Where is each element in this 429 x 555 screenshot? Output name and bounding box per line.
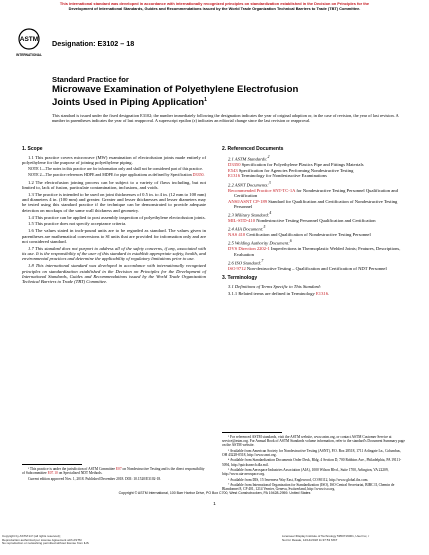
top-note-line2: Development of International Standards, Guides and Recommendations issued by the World Trade Organization Technical Barriers to Trade (TBT) Committee. xyxy=(68,5,361,11)
ref-group-head: 2.3 Military Standard:$^4$ xyxy=(228,211,272,218)
ref-group-head: 2.4 AIA Document:$^5$ xyxy=(228,225,266,232)
footnote-divider xyxy=(222,432,282,433)
title-line2: Microwave Examination of Polyethylene Electrofusion xyxy=(52,84,299,95)
footnote-1: ¹ This practice is under the jurisdiction of ASTM Committee E07 on Nondestructive Testing and is the direct responsibility of Subcommittee E07.10 on Specialized NDT Methods. xyxy=(22,467,205,476)
top-note-line1: This international standard was developed in accordance with internationally recognized principles on standardization established in the Decision on Principles for the xyxy=(59,1,370,6)
ref-link[interactable]: E543 xyxy=(228,167,238,173)
footnote-5: ⁵ Available from Aerospace Industries Association (AIA), 1000 Wilson Blvd., Suite 1700, Arlington, VA 22209, http://www.aia-aerospace.org. xyxy=(222,467,389,477)
para-1-5: 1.5 This practice does not specify acceptance criteria. xyxy=(28,221,127,227)
license-right: Licensee=Display Institute of Technology 5950716001, User=xx, r Not for Resale, 12/14/2018 11:37:53 MST xyxy=(282,534,370,542)
designation: Designation: E3102 – 18 xyxy=(52,39,135,48)
note-1: NOTE 1—The notes in this practice are for information only and shall not be considered part of this practice. xyxy=(28,166,203,172)
para-1-8: 1.8 This international standard was developed in accordance with internationally recognized principles on standardization established in the Decision on Principles for the Development of International Standards, Guides and Recommendations issued by the World Trade Organization Technical Barriers to Trade (TBT) Committee. xyxy=(22,263,206,285)
top-note xyxy=(0,2,429,11)
ref-group-iso xyxy=(228,259,406,271)
ref-item: D3350 Specification for Polyethylene Plastics Pipe and Fittings Materials xyxy=(228,161,364,167)
para-1-4: 1.4 This practice can be applied to post assembly inspection of polyethylene electrofusion joints. xyxy=(28,214,206,220)
ref-group-military xyxy=(228,211,406,223)
ref-group-welding xyxy=(228,239,406,256)
para-3-1-1: 3.1.1 Related terms are defined in Terminology E1316. xyxy=(228,290,330,296)
ref-group-head: 2.2 ASNT Documents:$^3$ xyxy=(228,180,271,188)
ref-link[interactable]: ISO 9712 xyxy=(228,265,246,271)
terminology-heading: 3. Terminology xyxy=(222,275,258,282)
ref-link[interactable]: DVS Direction 2202-1 xyxy=(228,246,270,252)
ref-item: NAS 410 Certification and Qualification of Nondestructive Testing Personnel xyxy=(228,232,371,238)
note-2: NOTE 2—The practice references HDPE and MDPE for pipe applications as defined by Specification D3350. xyxy=(28,172,205,178)
para-1-2: 1.2 The electrofusion joining process can be subject to a variety of flaws including, but not limited to, lack of fusion, particulate contamination, inclusions, and voids. xyxy=(22,179,206,190)
para-1-7: 1.7 This standard does not purport to address all of the safety concerns, if any, associated with its use. It is the responsibility of the user of this standard to establish appropriate safety, health, and environmental practices and determine the applicability of regulatory limitations prior to use. xyxy=(22,245,206,262)
ref-group-head: 2.5 Welding Authority Document:$^6$ xyxy=(228,239,292,247)
svg-text:INTERNATIONAL: INTERNATIONAL xyxy=(16,53,42,57)
footnote-7: ⁷ Available from International Organization for Standardization (ISO), ISO Central Secretariat, BIBC II, Chemin de Blandonnet 8, CP 401, 1214 Vernier, Geneva, Switzerland, http://www.iso.org. xyxy=(222,482,395,492)
ref-item: E543 Specification for Agencies Performing Nondestructive Testing xyxy=(228,167,354,173)
ref-link[interactable]: E1316 xyxy=(228,173,240,179)
ref-group-asnt xyxy=(228,181,406,210)
terminology-ref-link[interactable]: E1316 xyxy=(316,290,328,296)
ref-item: E1316 Terminology for Nondestructive Examinations xyxy=(228,173,327,179)
footnote-divider xyxy=(22,464,82,465)
license-left: Copyright by ASTM Int'l (all rights reserved); Reproduction authorized per License Agreement with ASTM No reproduction or networking permitted without license from IHS xyxy=(2,534,89,546)
title-line3: Joints Used in Piping Application$^1$ xyxy=(52,97,207,109)
note2-ref-link[interactable]: D3350 xyxy=(192,172,204,178)
title-line1: Standard Practice for xyxy=(52,75,129,84)
ref-item: DVS Direction 2202-1 Imperfections in Thermoplastic Welded Joints; Features, Descriptions, Evaluation xyxy=(228,246,401,257)
footnote-2: ² For referenced ASTM standards, visit the ASTM website, www.astm.org, or contact ASTM Customer Service at service@astm.org. For Annual Book of ASTM Standards volume information, refer to the standard's Document Summary page on the ASTM website. xyxy=(222,435,405,448)
svg-text:ASTM: ASTM xyxy=(19,36,39,43)
referenced-documents-heading: 2. Referenced Documents xyxy=(222,146,284,152)
fn1-committee-link[interactable]: E07 xyxy=(115,467,122,471)
footnote-3: ³ Available from American Society for Nondestructive Testing (ASNT), P.O. Box 28518, 1711 Arlingate Ln., Columbus, OH 43228-0518, http://www.asnt.org. xyxy=(222,448,401,457)
left-footnotes xyxy=(22,461,206,482)
ref-item: Recommended Practice SNT-TC-1A for Nondestructive Testing Personnel Qualification and Certification xyxy=(228,187,398,198)
right-column xyxy=(222,146,406,298)
fn1-subcommittee-link[interactable]: E07.10 xyxy=(47,471,58,476)
ref-link[interactable]: NAS 410 xyxy=(228,232,246,238)
ref-group-head: 2.6 ISO Standard:$^7$ xyxy=(228,258,264,266)
ref-link[interactable]: MIL-STD-410 xyxy=(228,218,256,224)
para-1-1: 1.1 This practice covers microwave (MW) examination of electrofusion joints made entirely of polyethylene for the purpose of joining polyethylene piping. xyxy=(22,155,206,166)
footnote-edition: Current edition approved Nov. 1, 2018. Published December 2018. DOI: 10.1520/E3102-18. xyxy=(28,476,162,481)
para-1-3: 1.3 The practice is intended to be used on joint thicknesses of 0.5 in. to 4 in. (12 mm to 100 mm) and diameters 4 in. (100 mm) and greater. Greater and lesser thicknesses and lesser diameters may be tested using this standard practice if the technique can be demonstrated to provide adequate detection on mockups of the same wall thickness and geometry. xyxy=(22,191,206,213)
astm-logo-icon xyxy=(18,27,40,59)
right-footnotes xyxy=(222,429,406,493)
ref-group-astm xyxy=(228,155,406,179)
footnote-4: ⁴ Available from Standardization Documents Order Desk, Bldg. 4 Section D, 700 Robbins Ave., Philadelphia, PA 19111-5094, http://quicksearch.dla.mil. xyxy=(222,458,402,467)
page-number: 1 xyxy=(213,501,216,506)
left-column xyxy=(22,146,206,286)
standard-note: This standard is issued under the fixed designation E3102; the number immediately following the designation indicates the year of original adoption or, in the case of revision, the year of last revision. A number in parentheses indicates the year of last reapproval. A superscript epsilon (ε) indicates an editorial change since the last revision or reapproval. xyxy=(52,113,399,124)
ref-item: ISO 9712 Non-destructive Testing – Qualification and Certification of NDT Personnel xyxy=(228,265,387,271)
footnote-6: ⁶ Available from DIS, 15 Inverness Way East, Englewood, CO 80112, http://www.global.ihs.com. xyxy=(228,477,369,482)
para-1-6: 1.6 The values stated in inch-pound units are to be regarded as standard. The values given in parentheses are mathematical conversions to SI units that are provided for information only and are not considered standard. xyxy=(22,228,206,244)
ref-group-aia xyxy=(228,225,406,237)
ref-group-head: 2.1 ASTM Standards:$^2$ xyxy=(228,155,270,162)
astm-logo xyxy=(18,27,40,59)
scope-heading: 1. Scope xyxy=(22,146,43,152)
ref-item: ANSI/ASNT CP-189 Standard for Qualification and Certification of Nondestructive Testing Personnel xyxy=(228,198,398,209)
ref-link[interactable]: ANSI/ASNT CP-189 xyxy=(228,198,268,204)
document-title xyxy=(52,75,392,109)
copyright-line: Copyright © ASTM International, 100 Barr Harbor Drive, PO Box C700, West Conshohocken, PA 19428-2959. United States xyxy=(118,491,311,495)
ref-item: MIL-STD-410 Nondestructive Testing Personnel Qualification and Certification xyxy=(228,218,376,224)
ref-link[interactable]: D3350 xyxy=(228,161,241,167)
para-3-1: 3.1 Definitions of Terms Specific to This Standard: xyxy=(228,284,322,290)
ref-link[interactable]: Recommended Practice SNT-TC-1A xyxy=(228,187,296,193)
